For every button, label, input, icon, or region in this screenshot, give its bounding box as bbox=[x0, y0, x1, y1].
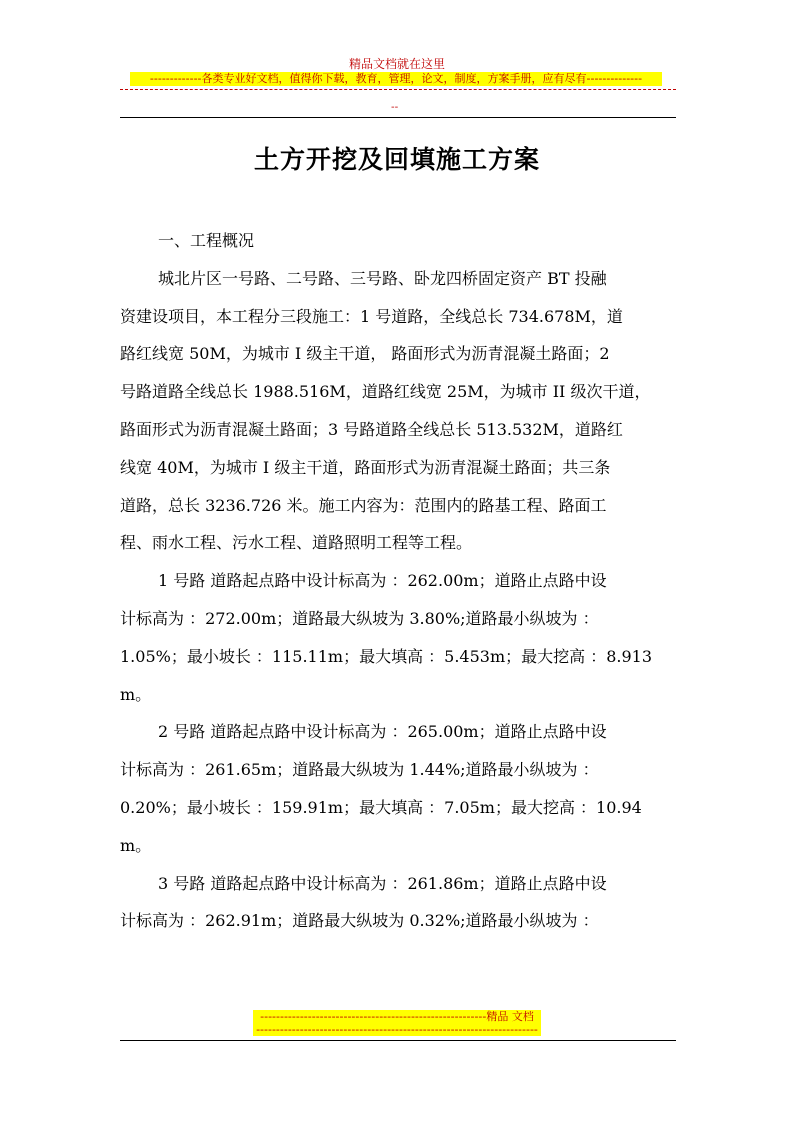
body-line: 线宽 40M，为城市 I 级主干道，路面形式为沥青混凝土路面；共三条 bbox=[120, 457, 611, 477]
body-line: 2 号路 道路起点路中设计标高为 ：265.00m；道路止点路中设 bbox=[158, 722, 607, 742]
body-line: 号路道路全线总长 1988.516M，道路红线宽 25M，为城市 II 级次干道， bbox=[120, 382, 651, 402]
footer-rule bbox=[120, 1040, 676, 1041]
body-line: 计标高为 ：272.00m；道路最大纵坡为 3.80%;道路最小纵坡为 ： bbox=[120, 608, 599, 628]
header-dash-fragment: -- bbox=[391, 102, 399, 113]
body-line: m。 bbox=[120, 684, 152, 704]
body-line: m。 bbox=[120, 835, 152, 855]
header-banner-subtitle: -------------各类专业好文档，值得你下载，教育，管理，论文，制度，方案手册，应有尽有-------------- bbox=[130, 72, 662, 86]
body-line: 道路，总长 3236.726 米。施工内容为：范围内的路基工程、路面工 bbox=[120, 495, 607, 515]
body-line: 资建设项目，本工程分三段施工：1 号道路，全线总长 734.678M，道 bbox=[120, 306, 623, 326]
body-line: 城北片区一号路、二号路、三号路、卧龙四桥固定资产 BT 投融 bbox=[158, 268, 607, 288]
header-banner-title: 精品文档就在这里 bbox=[348, 57, 445, 71]
document-body bbox=[120, 222, 688, 940]
footer-banner-line1: ---------------------------------------------------------精品 文档 bbox=[260, 1010, 534, 1023]
body-line: 计标高为 ：261.65m；道路最大纵坡为 1.44%;道路最小纵坡为 ： bbox=[120, 760, 599, 780]
document-title: 土方开挖及回填施工方案 bbox=[253, 145, 540, 174]
body-line: 路红线宽 50M，为城市 I 级主干道， 路面形式为沥青混凝土路面；2 bbox=[120, 344, 610, 364]
section-heading: 一、工程概况 bbox=[158, 231, 255, 250]
header-rule bbox=[120, 117, 676, 118]
body-line: 0.20%；最小坡长 ：159.91m；最大填高 ：7.05m；最大挖高 ：10.94 bbox=[120, 797, 642, 817]
header-dashed-divider bbox=[120, 89, 676, 90]
body-line: 路面形式为沥青混凝土路面；3 号路道路全线总长 513.532M，道路红 bbox=[120, 419, 623, 439]
body-line: 1 号路 道路起点路中设计标高为 ：262.00m；道路止点路中设 bbox=[158, 571, 607, 591]
body-line: 计标高为 ：262.91m；道路最大纵坡为 0.32%;道路最小纵坡为 ： bbox=[120, 911, 599, 931]
body-line: 1.05%；最小坡长 ：115.11m；最大填高 ：5.453m；最大挖高 ：8.913 bbox=[120, 646, 653, 666]
body-line: 3 号路 道路起点路中设计标高为 ：261.86m；道路止点路中设 bbox=[158, 873, 607, 893]
footer-banner bbox=[253, 1010, 541, 1036]
body-line: 程、雨水工程、污水工程、道路照明工程等工程。 bbox=[120, 533, 473, 553]
footer-banner-line2: ----------------------------------------------------------------------- bbox=[256, 1023, 538, 1036]
